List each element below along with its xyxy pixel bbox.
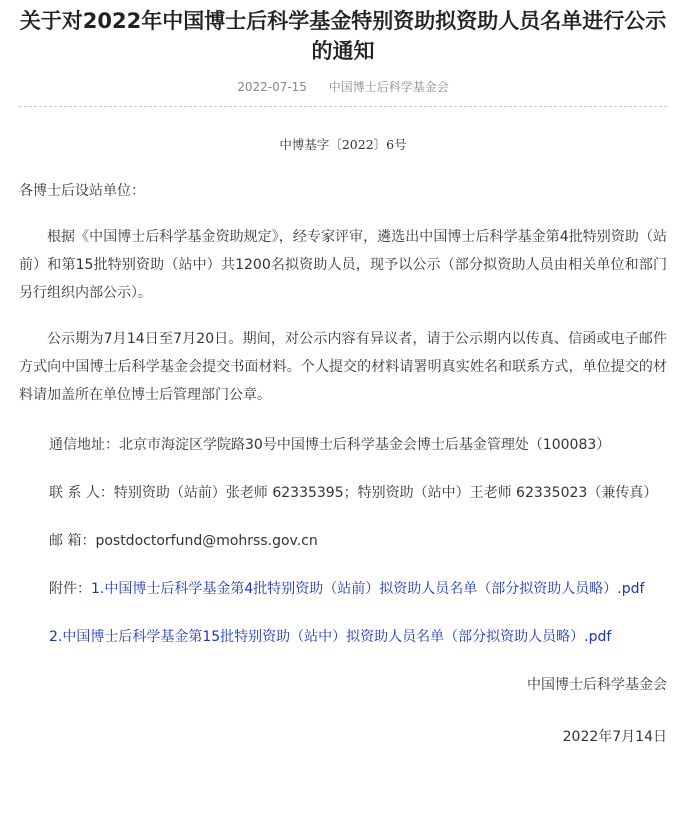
publish-date: 2022-07-15 bbox=[237, 80, 307, 94]
attachment-link-2[interactable]: 2.中国博士后科学基金第15批特别资助（站中）拟资助人员名单（部分拟资助人员略）.pdf bbox=[49, 629, 612, 645]
salutation: 各博士后设站单位： bbox=[19, 183, 145, 199]
attachment-prefix: 附件： bbox=[49, 581, 91, 597]
article-body bbox=[19, 135, 667, 751]
publish-source: 中国博士后科学基金会 bbox=[328, 80, 449, 94]
article-meta bbox=[19, 79, 667, 95]
contact-email: 邮 箱：postdoctorfund@mohrss.gov.cn bbox=[49, 533, 318, 549]
attachment-line-2 bbox=[19, 623, 667, 651]
body-paragraph-1: 根据《中国博士后科学基金资助规定》，经专家评审，遴选出中国博士后科学基金第4批特别资助（站前）和第15批特别资助（站中）共1200名拟资助人员，现予以公示（部分拟资助人员由相关单位和部门另行组织内部公示）。 bbox=[19, 229, 667, 301]
attachment-line-1 bbox=[19, 575, 667, 603]
mailing-address: 通信地址：北京市海淀区学院路30号中国博士后科学基金会博士后基金管理处（100083） bbox=[49, 437, 611, 453]
attachment-link-1[interactable]: 1.中国博士后科学基金第4批特别资助（站前）拟资助人员名单（部分拟资助人员略）.pdf bbox=[91, 581, 645, 597]
meta-divider bbox=[19, 106, 667, 107]
article-title: 关于对2022年中国博士后科学基金特别资助拟资助人员名单进行公示的通知 bbox=[19, 9, 667, 63]
body-paragraph-2: 公示期为7月14日至7月20日。期间，对公示内容有异议者，请于公示期内以传真、信函或电子邮件方式向中国博士后科学基金会提交书面材料。个人提交的材料请署明真实姓名和联系方式，单位提交的材料请加盖所在单位博士后管理部门公章。 bbox=[19, 331, 667, 403]
contact-persons: 联 系 人：特别资助（站前）张老师 62335395；特别资助（站中）王老师 62335023（兼传真） bbox=[49, 485, 658, 501]
signature: 中国博士后科学基金会 bbox=[527, 677, 667, 693]
signature-date: 2022年7月14日 bbox=[562, 729, 667, 745]
document-number: 中博基字〔2022〕6号 bbox=[279, 137, 407, 152]
